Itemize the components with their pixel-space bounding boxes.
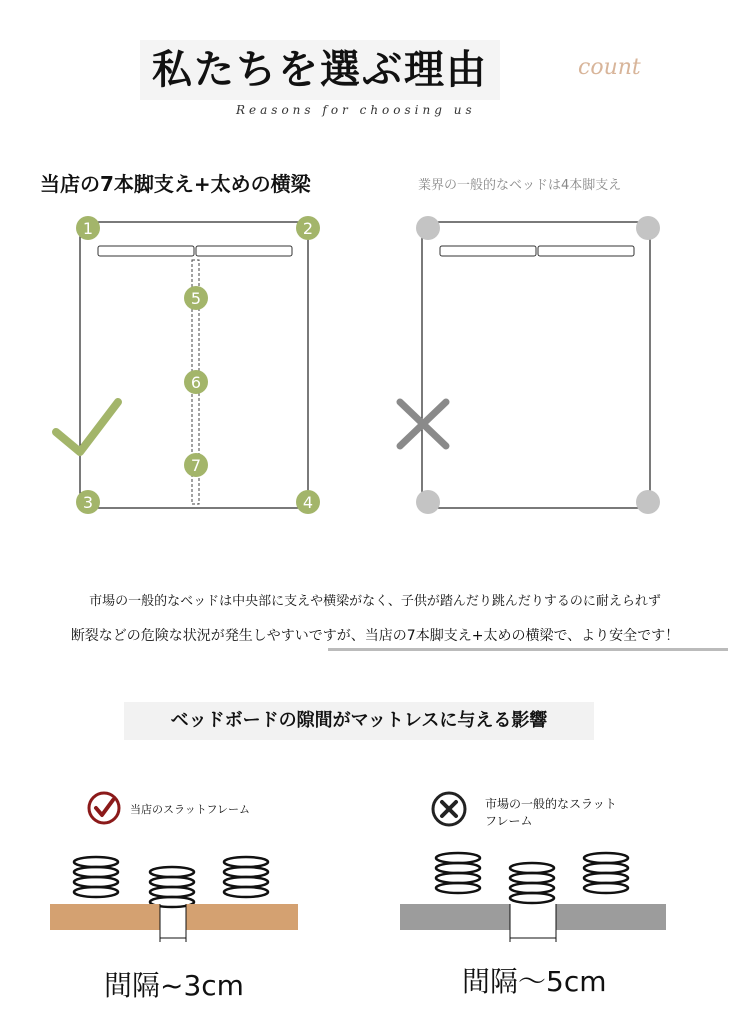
highlight-underline xyxy=(328,648,728,651)
x-circle-icon xyxy=(430,790,470,828)
headboard-slat-right xyxy=(538,246,634,256)
spring-middle xyxy=(510,863,554,903)
svg-text:6: 6 xyxy=(190,373,202,392)
four-leg-bed-diagram xyxy=(380,210,690,530)
svg-text:5: 5 xyxy=(190,289,202,308)
bed-frame-outline xyxy=(422,222,650,508)
leg-corner-dot xyxy=(416,490,440,514)
left-heading: 当店の7本脚支え+太めの横梁 xyxy=(40,172,311,196)
description-line-1: 市場の一般的なベッドは中央部に支えや横梁がなく、子供が踏んだり跳んだりするのに耐えられず xyxy=(89,594,661,609)
leg-4 xyxy=(296,490,320,514)
slat-section-heading: ベッドボードの隙間がマットレスに与える影響 xyxy=(124,702,594,740)
check-icon xyxy=(56,402,118,452)
wide-gap-slat-illustration xyxy=(400,848,670,948)
headboard-slat-left xyxy=(440,246,536,256)
description-line-2: 断裂などの危険な状況が発生しやすいですが、当店の7本脚支え+太めの横梁で、より安全です！ xyxy=(70,628,680,644)
right-gap-label: 間隔～5cm xyxy=(462,965,607,998)
leg-corner-dot xyxy=(636,216,660,240)
wood-board-left xyxy=(50,904,160,930)
page-title: 私たちを選ぶ理由 xyxy=(140,40,500,100)
svg-text:3: 3 xyxy=(82,493,94,512)
seven-leg-bed-diagram xyxy=(40,210,340,530)
right-slat-label-line2: フレーム xyxy=(485,814,533,828)
headboard-slat-right xyxy=(196,246,292,256)
leg-corner-dot xyxy=(416,216,440,240)
brand-logo: count xyxy=(578,55,641,80)
leg-7 xyxy=(184,453,208,477)
svg-text:7: 7 xyxy=(190,456,202,475)
narrow-gap-slat-illustration xyxy=(50,848,300,948)
gray-board-right xyxy=(556,904,666,930)
spring-middle xyxy=(150,867,194,907)
left-gap-label: 間隔~3cm xyxy=(104,969,244,1002)
spring-left xyxy=(436,853,480,893)
svg-text:2: 2 xyxy=(302,219,314,238)
wood-board-right xyxy=(186,904,298,930)
page-subtitle: Reasons for choosing us xyxy=(236,103,476,117)
leg-corner-dot xyxy=(636,490,660,514)
cross-icon xyxy=(400,402,446,446)
leg-2 xyxy=(296,216,320,240)
right-slat-label-line1: 市場の一般的なスラット xyxy=(485,797,617,811)
leg-6 xyxy=(184,370,208,394)
leg-5 xyxy=(184,286,208,310)
right-heading: 業界の一般的なベッドは4本脚支え xyxy=(418,178,622,193)
headboard-slat-left xyxy=(98,246,194,256)
check-circle-icon xyxy=(86,790,122,826)
left-slat-label: 当店のスラットフレーム xyxy=(130,803,251,816)
gray-board-left xyxy=(400,904,510,930)
leg-3 xyxy=(76,490,100,514)
svg-text:4: 4 xyxy=(302,493,314,512)
spring-right xyxy=(224,857,268,897)
leg-1 xyxy=(76,216,100,240)
svg-text:1: 1 xyxy=(82,219,94,238)
spring-left xyxy=(74,857,118,897)
spring-right xyxy=(584,853,628,893)
